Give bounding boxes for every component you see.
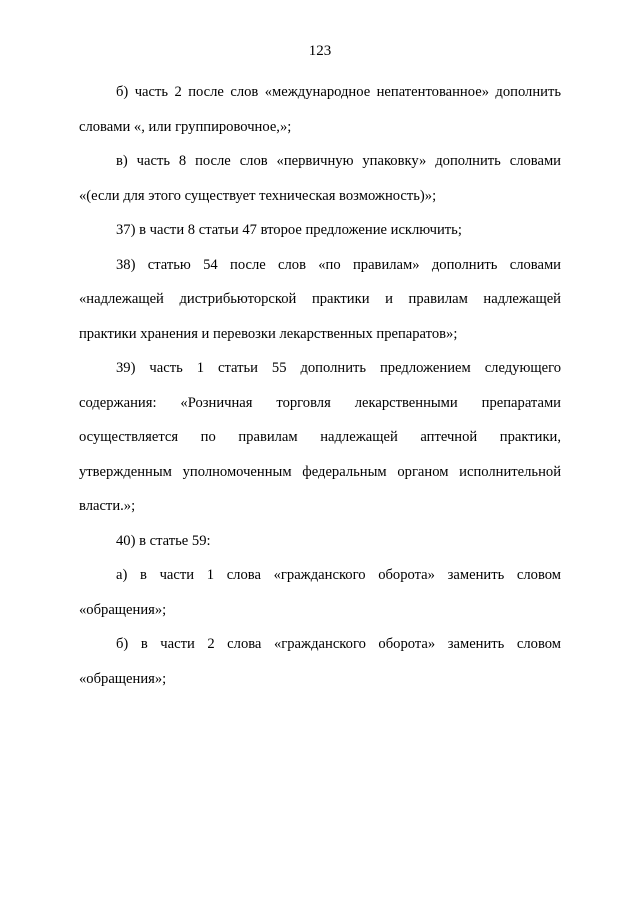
- document-body: [79, 75, 561, 696]
- paragraph-39: 39) часть 1 статьи 55 дополнить предложением следующего содержания: «Розничная торговля лекарственными препаратами осуществляется по правилам надлежащей аптечной практики, утвержденным уполномоченным федеральным органом исполнительной власти.»;: [79, 360, 561, 514]
- paragraph-b-part-2-article-59: б) в части 2 слова «гражданского оборота» заменить словом «обращения»;: [79, 636, 561, 687]
- paragraph-b-part-2: б) часть 2 после слов «международное непатентованное» дополнить словами «, или группировочное,»;: [79, 84, 561, 135]
- page-number: 123: [308, 43, 332, 59]
- paragraph-v-part-8: в) часть 8 после слов «первичную упаковку» дополнить словами «(если для этого существует техническая возможность)»;: [79, 153, 561, 204]
- paragraph-38: 38) статью 54 после слов «по правилам» дополнить словами «надлежащей дистрибьюторской практики и правилам надлежащей практики хранения и перевозки лекарственных препаратов»;: [79, 256, 561, 342]
- paragraph-40: 40) в статье 59:: [116, 532, 211, 549]
- paragraph-37: 37) в части 8 статьи 47 второе предложение исключить;: [116, 222, 462, 238]
- paragraph-a-part-1: а) в части 1 слова «гражданского оборота» заменить словом «обращения»;: [79, 567, 561, 618]
